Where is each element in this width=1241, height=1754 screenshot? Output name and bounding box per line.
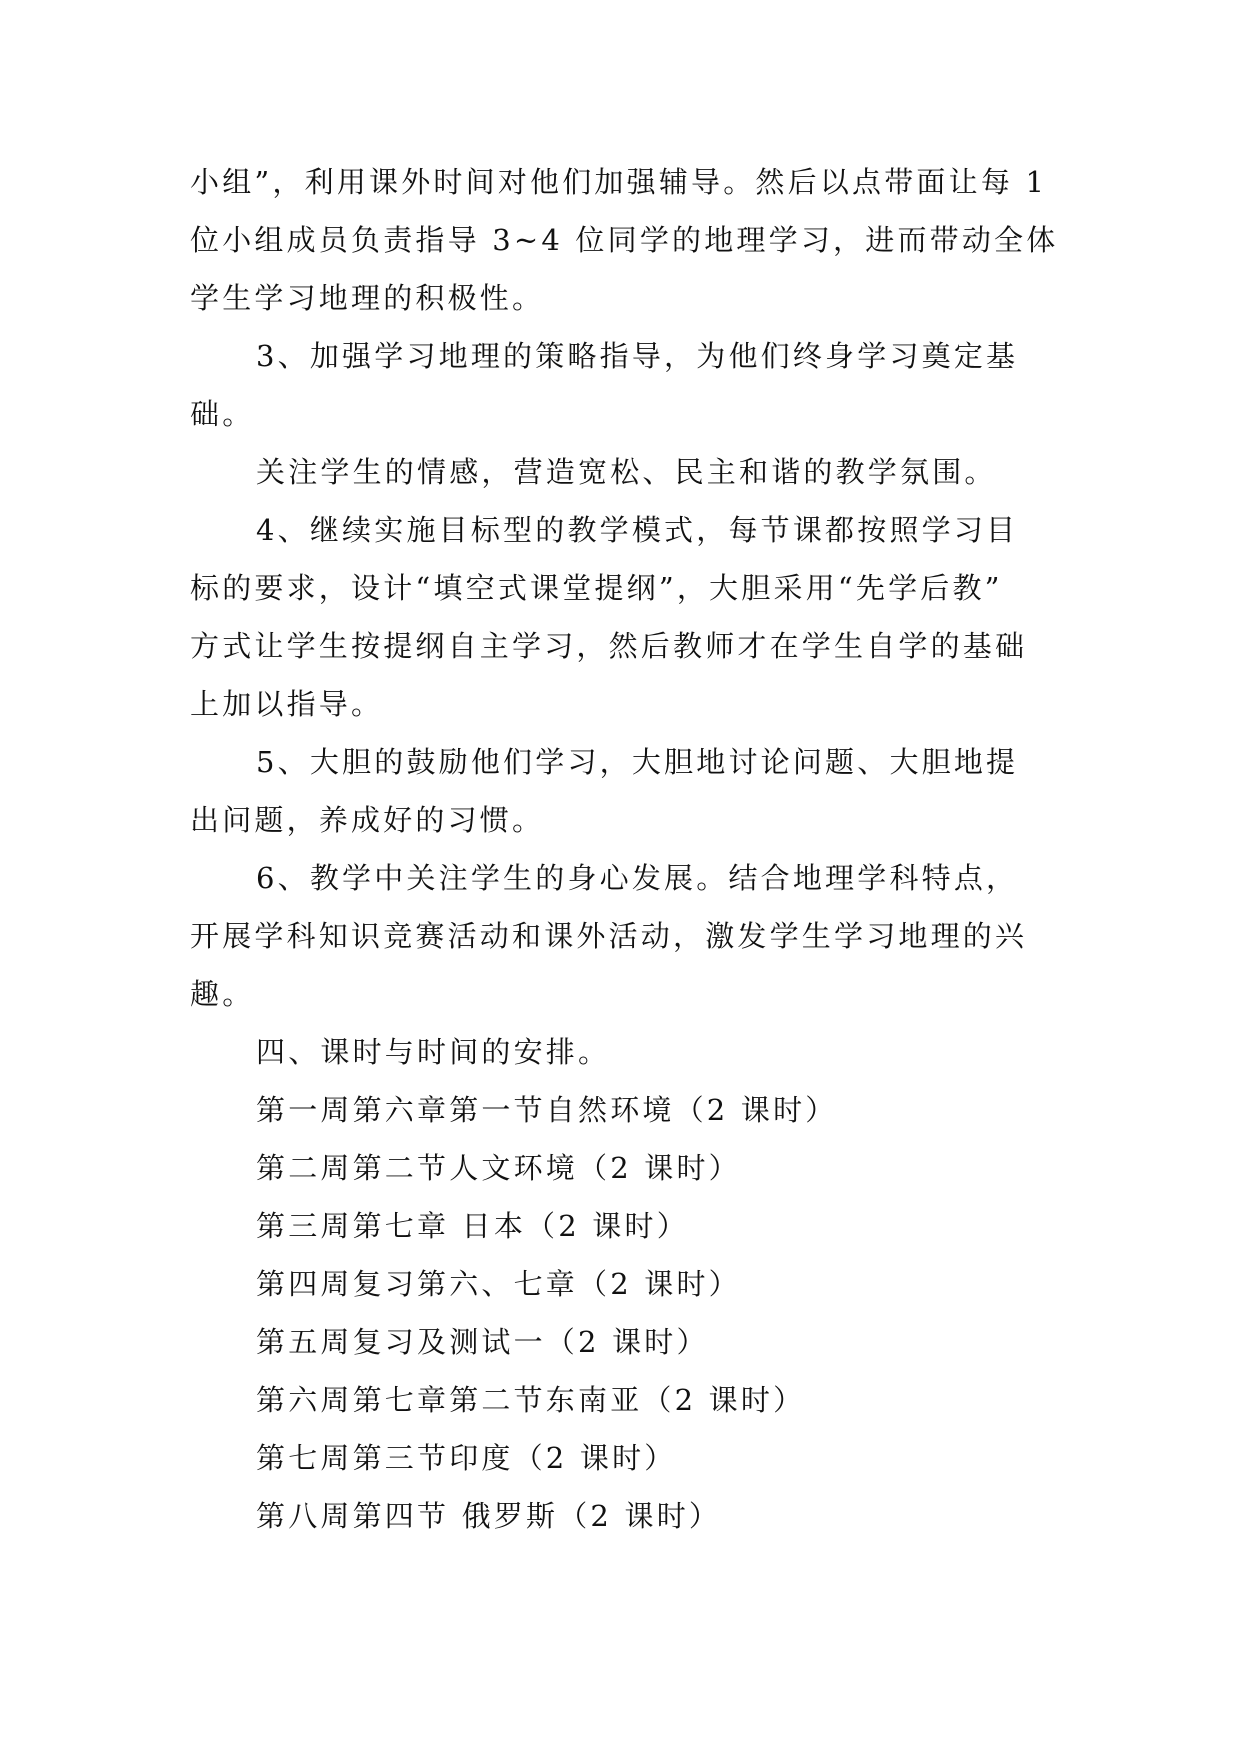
paragraph-line: 上加以指导。 bbox=[190, 687, 384, 721]
paragraph-line: 3、加强学习地理的策略指导，为他们终身学习奠定基 bbox=[256, 339, 1019, 373]
schedule-item: 第五周复习及测试一（2 课时） bbox=[256, 1325, 709, 1359]
paragraph-line: 6、教学中关注学生的身心发展。结合地理学科特点， bbox=[256, 861, 1019, 895]
paragraph-line: 方式让学生按提纲自主学习，然后教师才在学生自学的基础 bbox=[190, 629, 1028, 663]
paragraph-line: 学生学习地理的积极性。 bbox=[190, 281, 545, 315]
paragraph-line: 4、继续实施目标型的教学模式，每节课都按照学习目 bbox=[256, 513, 1019, 547]
schedule-item: 第八周第四节 俄罗斯（2 课时） bbox=[256, 1499, 722, 1533]
paragraph-line: 小组”，利用课外时间对他们加强辅导。然后以点带面让每 1 bbox=[190, 165, 1048, 199]
paragraph-line: 出问题，养成好的习惯。 bbox=[190, 803, 545, 837]
schedule-item: 第一周第六章第一节自然环境（2 课时） bbox=[256, 1093, 838, 1127]
paragraph-line: 标的要求，设计“填空式课堂提纲”，大胆采用“先学后教” bbox=[190, 571, 1003, 605]
paragraph-line: 趣。 bbox=[190, 977, 255, 1011]
schedule-item: 第四周复习第六、七章（2 课时） bbox=[256, 1267, 741, 1301]
schedule-item: 第三周第七章 日本（2 课时） bbox=[256, 1209, 689, 1243]
schedule-item: 第六周第七章第二节东南亚（2 课时） bbox=[256, 1383, 806, 1417]
schedule-item: 第七周第三节印度（2 课时） bbox=[256, 1441, 677, 1475]
paragraph-line: 础。 bbox=[190, 397, 255, 431]
section-heading: 四、课时与时间的安排。 bbox=[256, 1035, 611, 1069]
document-body bbox=[190, 153, 1059, 1545]
paragraph-line: 5、大胆的鼓励他们学习，大胆地讨论问题、大胆地提 bbox=[256, 745, 1019, 779]
paragraph-line: 开展学科知识竞赛活动和课外活动，激发学生学习地理的兴 bbox=[190, 919, 1028, 953]
paragraph-line: 关注学生的情感，营造宽松、民主和谐的教学氛围。 bbox=[256, 455, 997, 489]
schedule-item: 第二周第二节人文环境（2 课时） bbox=[256, 1151, 741, 1185]
paragraph-line: 位小组成员负责指导 3~4 位同学的地理学习，进而带动全体 bbox=[190, 223, 1059, 257]
